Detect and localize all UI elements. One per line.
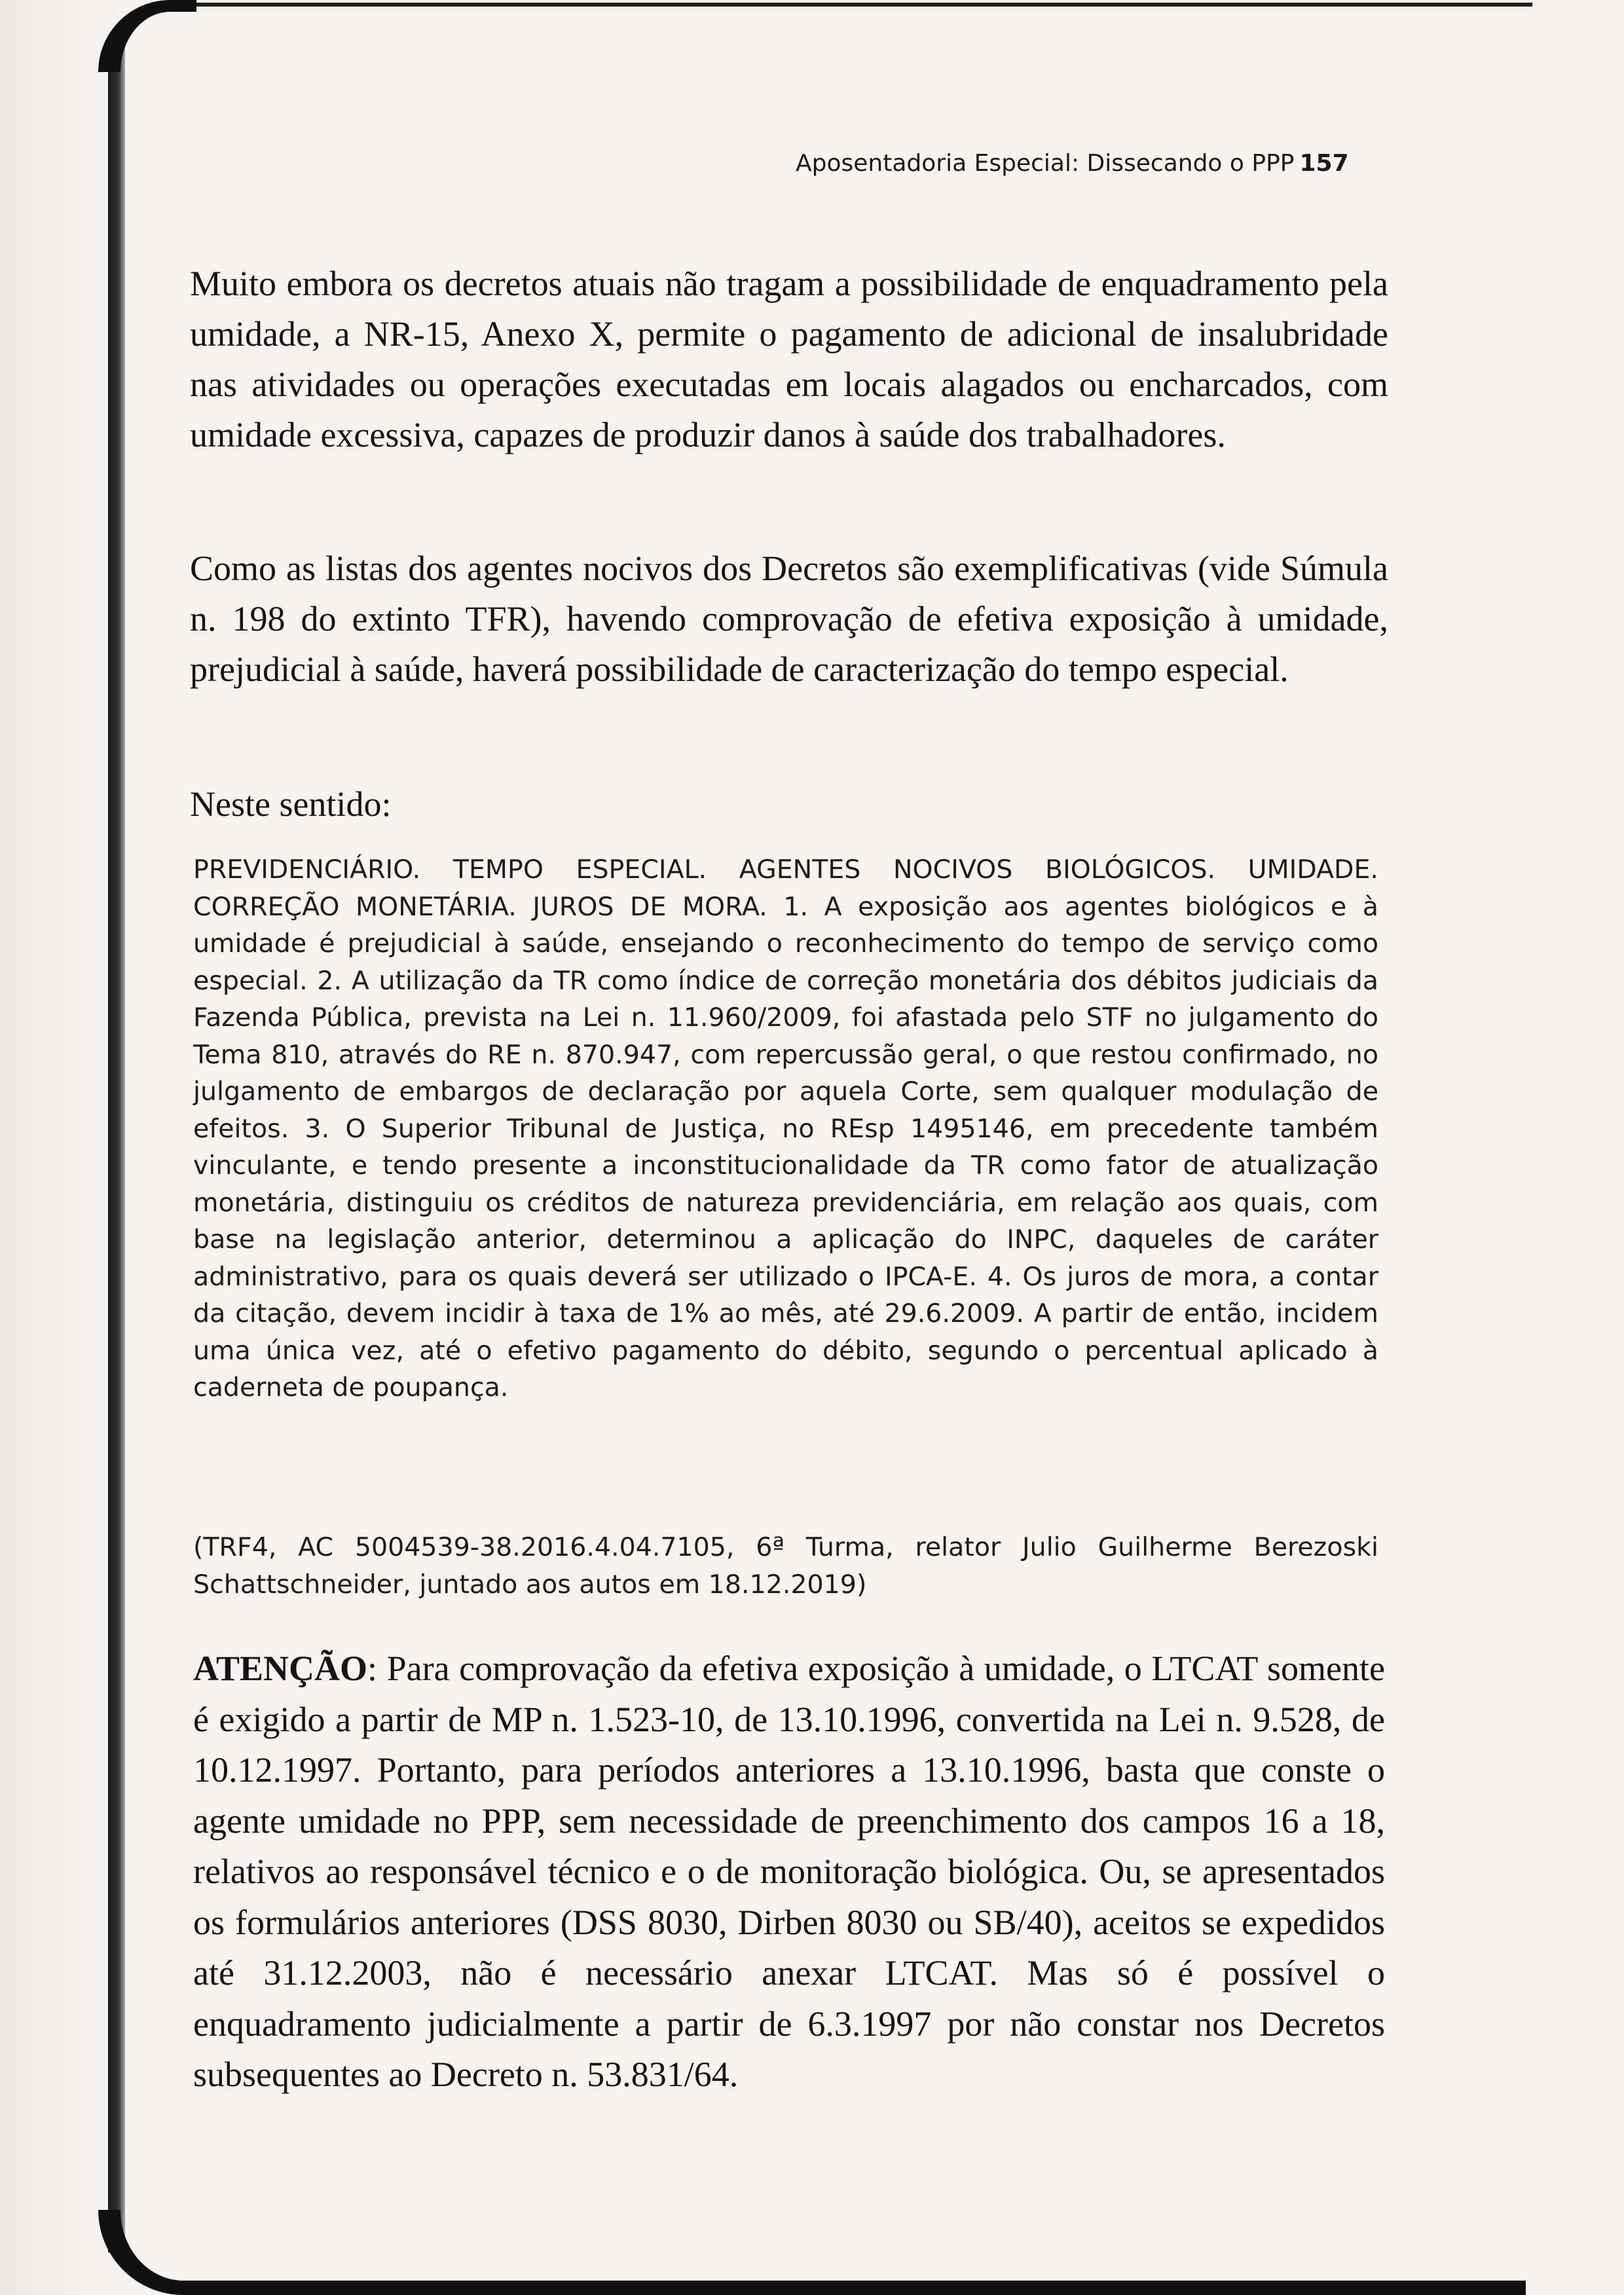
book-spine-shadow	[108, 39, 125, 2252]
attention-text: : Para comprovação da efetiva exposição à umidade, o LTCAT somente é exigido a partir de MP n. 1.523-10, de 13.10.1996, convertida na Lei n. 9.528, de 10.12.1997. Portanto, para períodos anteriores a 13.10.1996, basta que conste o agente umidade no PPP, sem necessidade de preenchimento dos campos 16 a 18, relativos ao responsável técnico e o de monitoração biológica. Ou, se apresentados os formulários anteriores (DSS 8030, Dirben 8030 ou SB/40), aceitos se expedidos até 31.12.2003, não é necessário anexar LTCAT. Mas só é possível o enquadramento judicialmente a partir de 6.3.1997 por não constar nos Decretos subsequentes ao Decreto n. 53.831/64.	[193, 1649, 1385, 2094]
running-header	[796, 144, 1378, 183]
attention-paragraph	[193, 1643, 1385, 2101]
quote-citation: (TRF4, AC 5004539-38.2016.4.04.7105, 6ª Turma, relator Julio Guilherme Berezoski Schattschneider, juntado aos autos em 18.12.2019)	[193, 1532, 1378, 1600]
running-title: Aposentadoria Especial: Dissecando o PPP	[796, 150, 1295, 177]
page-corner-bottom	[98, 2210, 1526, 2295]
top-edge-line	[196, 3, 1532, 7]
body-paragraph-3: Neste sentido:	[190, 784, 392, 824]
attention-label: ATENÇÃO	[193, 1649, 368, 1688]
jurisprudence-quote: PREVIDENCIÁRIO. TEMPO ESPECIAL. AGENTES NOCIVOS BIOLÓGICOS. UMIDADE. CORREÇÃO MONETÁRIA. JUROS DE MORA. 1. A exposição aos agentes biológicos e à umidade é prejudicial à saúde, ensejando o reconhecimento do tempo de serviço como especial. 2. A utilização da TR como índice de correção monetária dos débitos judiciais da Fazenda Pública, prevista na Lei n. 11.960/2009, foi afastada pelo STF no julgamento do Tema 810, através do RE n. 870.947, com repercussão geral, o que restou confirmado, no julgamento de embargos de declaração por aquela Corte, sem qualquer modulação de efeitos. 3. O Superior Tribunal de Justiça, no REsp 1495146, em precedente também vinculante, e tendo presente a inconstitucionalidade da TR como fator de atualização monetária, distinguiu os créditos de natureza previdenciária, em relação aos quais, com base na legislação anterior, determinou a aplicação do INPC, daqueles de caráter administrativo, para os quais deverá ser utilizado o IPCA-E. 4. Os juros de mora, a contar da citação, devem incidir à taxa de 1% ao mês, até 29.6.2009. A partir de então, incidem uma única vez, até o efetivo pagamento do débito, segundo o percentual aplicado à caderneta de poupança.	[193, 854, 1378, 1403]
page-number: 157	[1299, 150, 1349, 177]
body-paragraph-1: Muito embora os decretos atuais não tragam a possibilidade de enquadramento pela umidade, a NR-15, Anexo X, permite o pagamento de adicional de insalubridade nas atividades ou operações executadas em locais alagados ou encharcados, com umidade excessiva, capazes de produzir danos à saúde dos trabalhadores.	[190, 264, 1388, 454]
body-paragraph-2: Como as listas dos agentes nocivos dos Decretos são exemplificativas (vide Súmula n. 198 do extinto TFR), havendo comprovação de efetiva exposição à umidade, prejudicial à saúde, haverá possibilidade de caracterização do tempo especial.	[190, 549, 1388, 689]
page-gutter	[0, 0, 124, 2295]
